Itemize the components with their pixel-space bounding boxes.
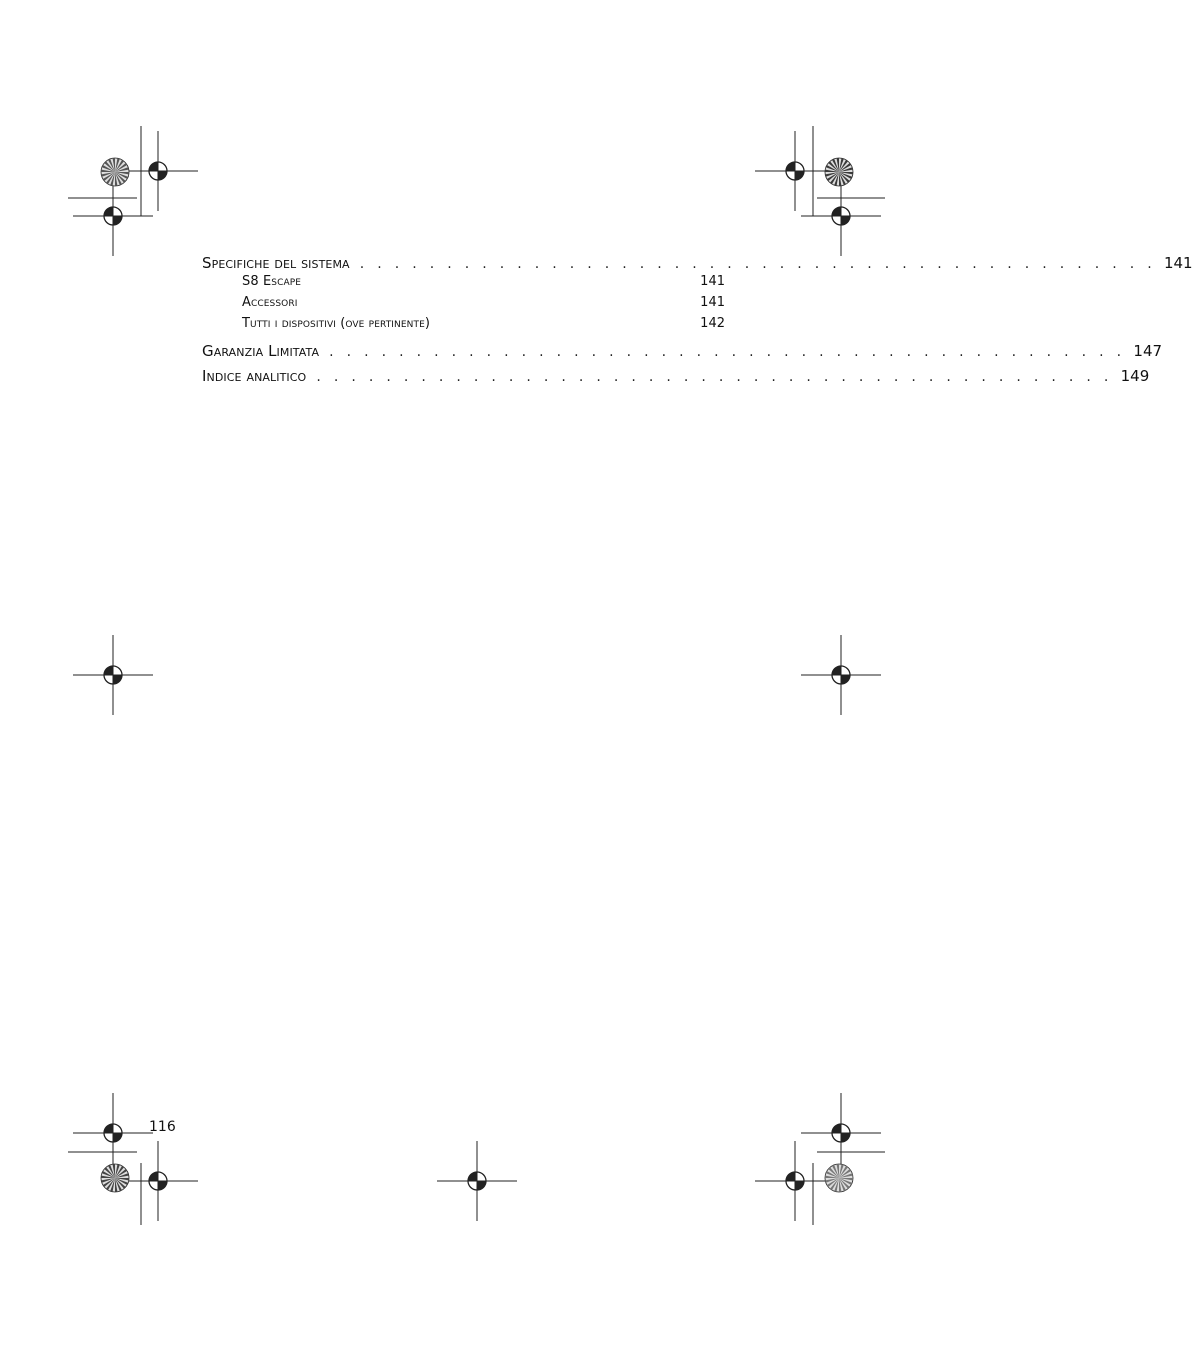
toc-entry-page: 141 — [700, 274, 725, 289]
toc-subentry[interactable] — [202, 316, 725, 331]
toc-entry-page: 142 — [700, 316, 725, 331]
crosshair-target-icon — [73, 1093, 153, 1173]
starburst-target-icon — [101, 158, 129, 186]
toc-entry-title: Specifiche del sistema — [202, 254, 350, 272]
crosshair-target-icon — [437, 1141, 517, 1221]
toc-entry-page: 141 — [700, 295, 725, 310]
toc-leader-dots: . . . . . . . . . . . . . . . . . . . . . . . . . . . . . . . . . . . . . . . . . . . . . . — [359, 256, 1156, 272]
page-number: 116 — [149, 1119, 176, 1135]
crosshair-target-icon — [73, 635, 153, 715]
starburst-target-icon — [825, 158, 853, 186]
toc-entry[interactable] — [202, 342, 1163, 360]
toc-entry-title: Garanzia Limitata — [202, 342, 320, 360]
toc-leader-dots: . . . . . . . . . . . . . . . . . . . . . . . . . . . . . . . . . . . . . . . . . . . . . . — [316, 369, 1113, 385]
toc-subentry[interactable] — [202, 274, 725, 289]
toc-entry-page: 141 — [1163, 254, 1193, 272]
toc-entry-page: 147 — [1133, 342, 1163, 360]
starburst-target-icon — [825, 1164, 853, 1192]
toc-entry[interactable] — [202, 254, 1193, 272]
toc-entry-title: Tutti i dispositivi (ove pertinente) — [242, 316, 431, 331]
toc-entry-page: 149 — [1120, 367, 1150, 385]
color-starburst-targets — [101, 158, 853, 1192]
starburst-target-icon — [101, 1164, 129, 1192]
crosshair-target-icon — [118, 1141, 198, 1221]
toc-leader-dots: . . . . . . . . . . . . . . . . . . . . . . . . . . . . . . . . . . . . . . . . . . . . . . — [329, 344, 1126, 360]
crosshair-target-icon — [755, 131, 835, 211]
crosshair-target-icon — [801, 1093, 881, 1173]
crosshair-target-icon — [118, 131, 198, 211]
crosshair-target-icon — [755, 1141, 835, 1221]
crosshair-target-icon — [801, 635, 881, 715]
crop-marks — [68, 126, 885, 1225]
toc-entry-title: Indice analitico — [202, 367, 307, 385]
toc-entry-title: S8 Escape — [242, 274, 302, 289]
toc-entry-title: Accessori — [242, 295, 298, 310]
toc-subentry[interactable] — [202, 295, 725, 310]
toc-entry[interactable] — [202, 367, 1150, 385]
